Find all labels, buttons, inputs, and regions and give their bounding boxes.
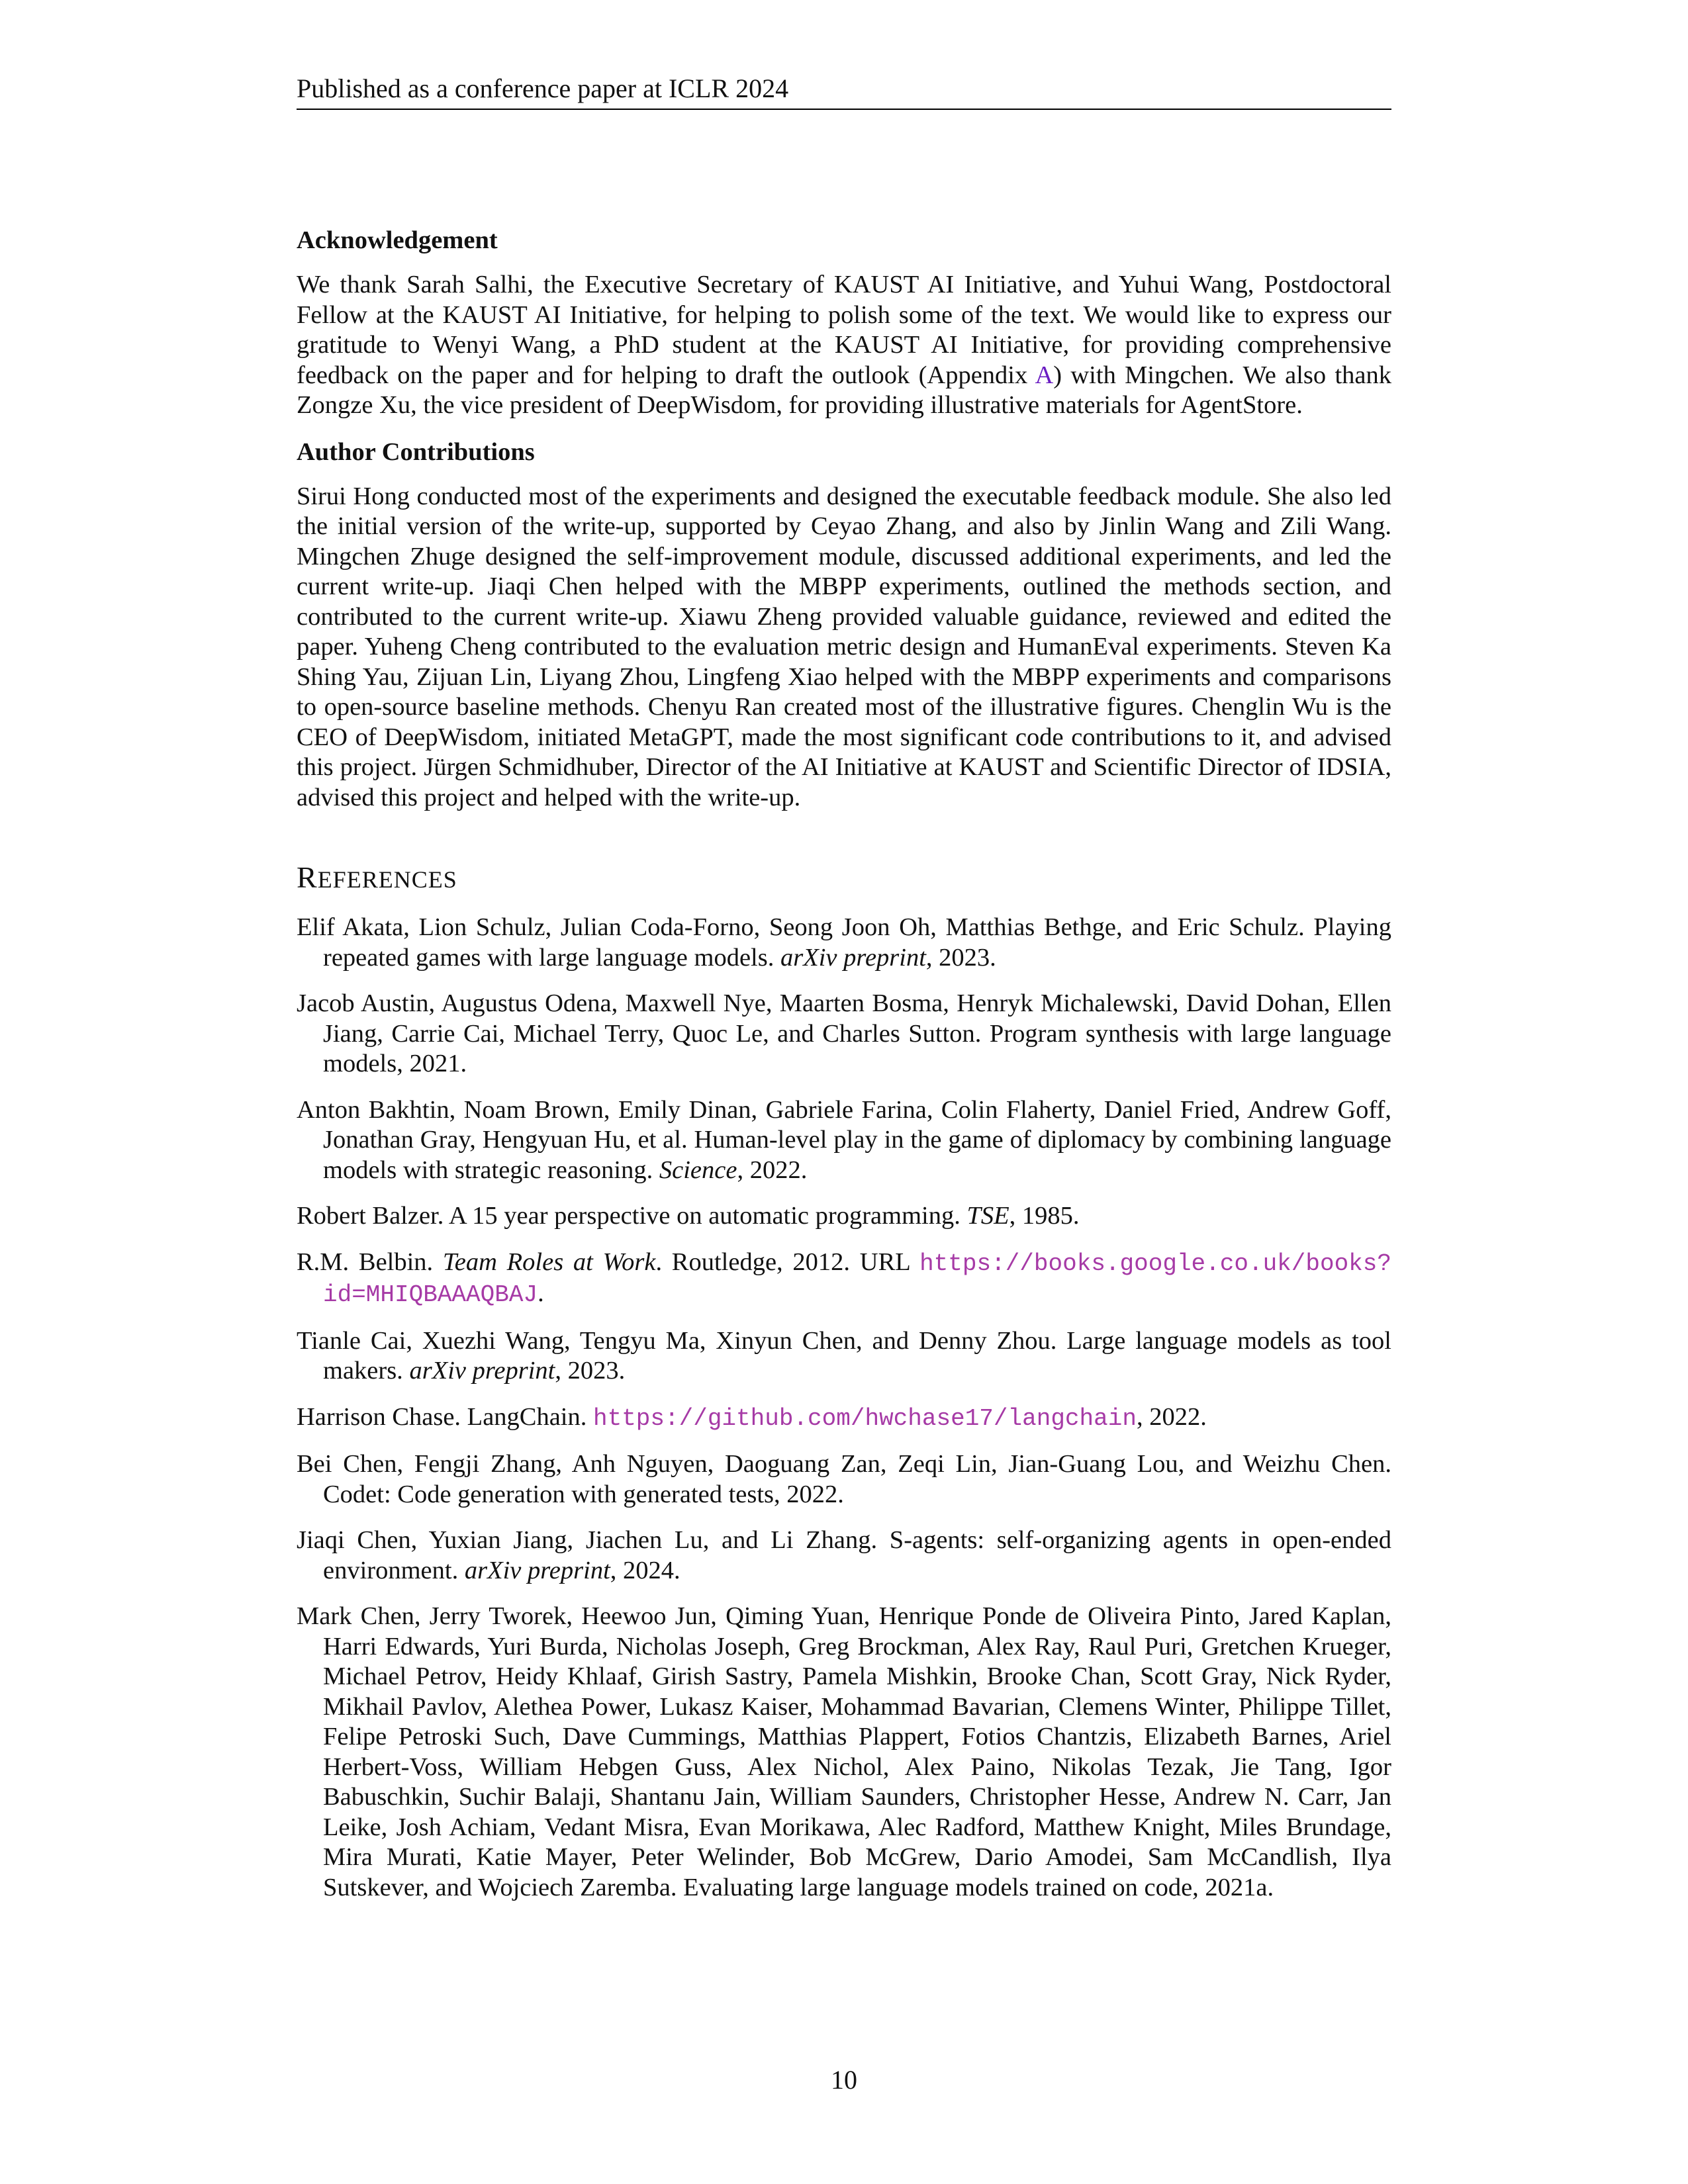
reference-item	[297, 1248, 1391, 1310]
reference-item	[297, 1449, 1391, 1510]
reference-text: .	[538, 1279, 544, 1307]
reference-text: Jiaqi Chen, Yuxian Jiang, Jiachen Lu, and Li Zhang. S-agents: self-organizing agents in open-ended environment.	[297, 1526, 1391, 1584]
references-heading-initial: R	[297, 860, 318, 894]
reference-list	[297, 913, 1391, 1903]
reference-venue: Science	[659, 1156, 737, 1184]
reference-text: , 2022.	[1136, 1402, 1207, 1431]
references-heading	[297, 859, 1391, 898]
reference-text: Harrison Chase. LangChain.	[297, 1402, 593, 1431]
reference-text: . Routledge, 2012. URL	[655, 1248, 920, 1276]
reference-text: Mark Chen, Jerry Tworek, Heewoo Jun, Qiming Yuan, Henrique Ponde de Oliveira Pinto, Jared Kaplan, Harri Edwards, Yuri Burda, Nicholas Joseph, Greg Brockman, Alex Ray, Raul Puri, Gretchen Krueger, Michael Petrov, Heidy Khlaaf, Girish Sastry, Pamela Mishkin, Brooke Chan, Scott Gray, Nick Ryder, Mikhail Pavlov, Alethea Power, Lukasz Kaiser, Mohammad Bavarian, Clemens Winter, Philippe Tillet, Felipe Petroski Such, Dave Cummings, Matthias Plappert, Fotios Chantzis, Elizabeth Barnes, Ariel Herbert-Voss, William Hebgen Guss, Alex Nichol, Alex Paino, Nikolas Tezak, Jie Tang, Igor Babuschkin, Suchir Balaji, Shantanu Jain, William Saunders, Christopher Hesse, Andrew N. Carr, Jan Leike, Josh Achiam, Vedant Misra, Evan Morikawa, Alec Radford, Matthew Knight, Miles Brundage, Mira Murati, Katie Mayer, Peter Welinder, Bob McGrew, Dario Amodei, Sam McCandlish, Ilya Sutskever, and Wojciech Zaremba. Evaluating large language models trained on code, 2021a.	[297, 1602, 1391, 1901]
reference-venue: arXiv preprint	[780, 943, 926, 972]
reference-venue: Team Roles at Work	[442, 1248, 656, 1276]
reference-text: Robert Balzer. A 15 year perspective on automatic programming.	[297, 1202, 967, 1230]
reference-text: , 2023.	[555, 1357, 626, 1385]
reference-text: , 2023.	[925, 943, 996, 972]
reference-item	[297, 1402, 1391, 1434]
appendix-link[interactable]: A	[1035, 361, 1054, 389]
reference-venue: TSE	[966, 1202, 1009, 1230]
reference-text: , 1985.	[1009, 1202, 1080, 1230]
ack-heading: Acknowledgement	[297, 226, 498, 254]
reference-url-link[interactable]: https://github.com/hwchase17/langchain	[593, 1404, 1137, 1432]
main-content	[297, 225, 1391, 1903]
contrib-paragraph: Sirui Hong conducted most of the experiments and designed the executable feedback module. She also led the initial version of the write-up, supported by Ceyao Zhang, and also by Jinlin Wang and Zili Wang. Mingchen Zhuge designed the self-improvement module, discussed additional experiments, and led the current write-up. Jiaqi Chen helped with the MBPP experiments, outlined the methods section, and contributed to the current write-up. Xiawu Zheng provided valuable guidance, reviewed and edited the paper. Yuheng Cheng contributed to the evaluation metric design and HumanEval experiments. Steven Ka Shing Yau, Zijuan Lin, Liyang Zhou, Lingfeng Xiao helped with the MBPP experiments and comparisons to open-source baseline methods. Chenyu Ran created most of the illustrative figures. Chenglin Wu is the CEO of DeepWisdom, initiated MetaGPT, made the most significant code contributions to it, and advised this project. Jürgen Schmidhuber, Director of the AI Initiative at KAUST and Scientific Director of IDSIA, advised this project and helped with the write-up.	[297, 482, 1391, 811]
reference-item	[297, 913, 1391, 973]
reference-item	[297, 1326, 1391, 1387]
reference-text: R.M. Belbin.	[297, 1248, 443, 1276]
reference-item	[297, 1602, 1391, 1903]
reference-url-link[interactable]: https://books.google.co.uk/books?id=MHIQBAAAQBAJ	[323, 1250, 1391, 1308]
reference-text: Bei Chen, Fengji Zhang, Anh Nguyen, Daoguang Zan, Zeqi Lin, Jian-Guang Lou, and Weizhu Chen. Codet: Code generation with generated tests, 2022.	[297, 1450, 1391, 1508]
contrib-heading: Author Contributions	[297, 437, 535, 466]
reference-text: Anton Bakhtin, Noam Brown, Emily Dinan, Gabriele Farina, Colin Flaherty, Daniel Fried, Andrew Goff, Jonathan Gray, Hengyuan Hu, et al. Human-level play in the game of diplomacy by combining language models with strategic reasoning.	[297, 1095, 1391, 1184]
reference-venue: arXiv preprint	[464, 1556, 610, 1584]
reference-text: Tianle Cai, Xuezhi Wang, Tengyu Ma, Xinyun Chen, and Denny Zhou. Large language models as tool makers.	[297, 1326, 1391, 1385]
reference-text: , 2024.	[610, 1556, 680, 1584]
reference-item	[297, 989, 1391, 1079]
ack-text-2: ) with Mingchen. We also thank Zongze Xu, the vice president of DeepWisdom, for providing illustrative materials for AgentStore.	[297, 361, 1391, 419]
ack-paragraph	[297, 270, 1391, 421]
reference-venue: arXiv preprint	[409, 1357, 555, 1385]
reference-item	[297, 1201, 1391, 1232]
reference-item	[297, 1525, 1391, 1586]
reference-text: , 2022.	[737, 1156, 808, 1184]
reference-text: Elif Akata, Lion Schulz, Julian Coda-Forno, Seong Joon Oh, Matthias Bethge, and Eric Schulz. Playing repeated games with large language models.	[297, 913, 1391, 972]
running-header: Published as a conference paper at ICLR 2024	[297, 70, 1391, 110]
references-heading-rest: EFERENCES	[317, 866, 457, 893]
page-number: 10	[831, 2065, 857, 2095]
reference-item	[297, 1095, 1391, 1186]
reference-text: Jacob Austin, Augustus Odena, Maxwell Nye, Maarten Bosma, Henryk Michalewski, David Dohan, Ellen Jiang, Carrie Cai, Michael Terry, Quoc Le, and Charles Sutton. Program synthesis with large language models, 2021.	[297, 989, 1391, 1077]
ack-text-1: We thank Sarah Salhi, the Executive Secretary of KAUST AI Initiative, and Yuhui Wang, Postdoctoral Fellow at the KAUST AI Initiative, for helping to polish some of the text. We would like to express our gratitude to Wenyi Wang, a PhD student at the KAUST AI Initiative, for providing comprehensive feedback on the paper and for helping to draft the outlook (Appendix	[297, 271, 1391, 389]
